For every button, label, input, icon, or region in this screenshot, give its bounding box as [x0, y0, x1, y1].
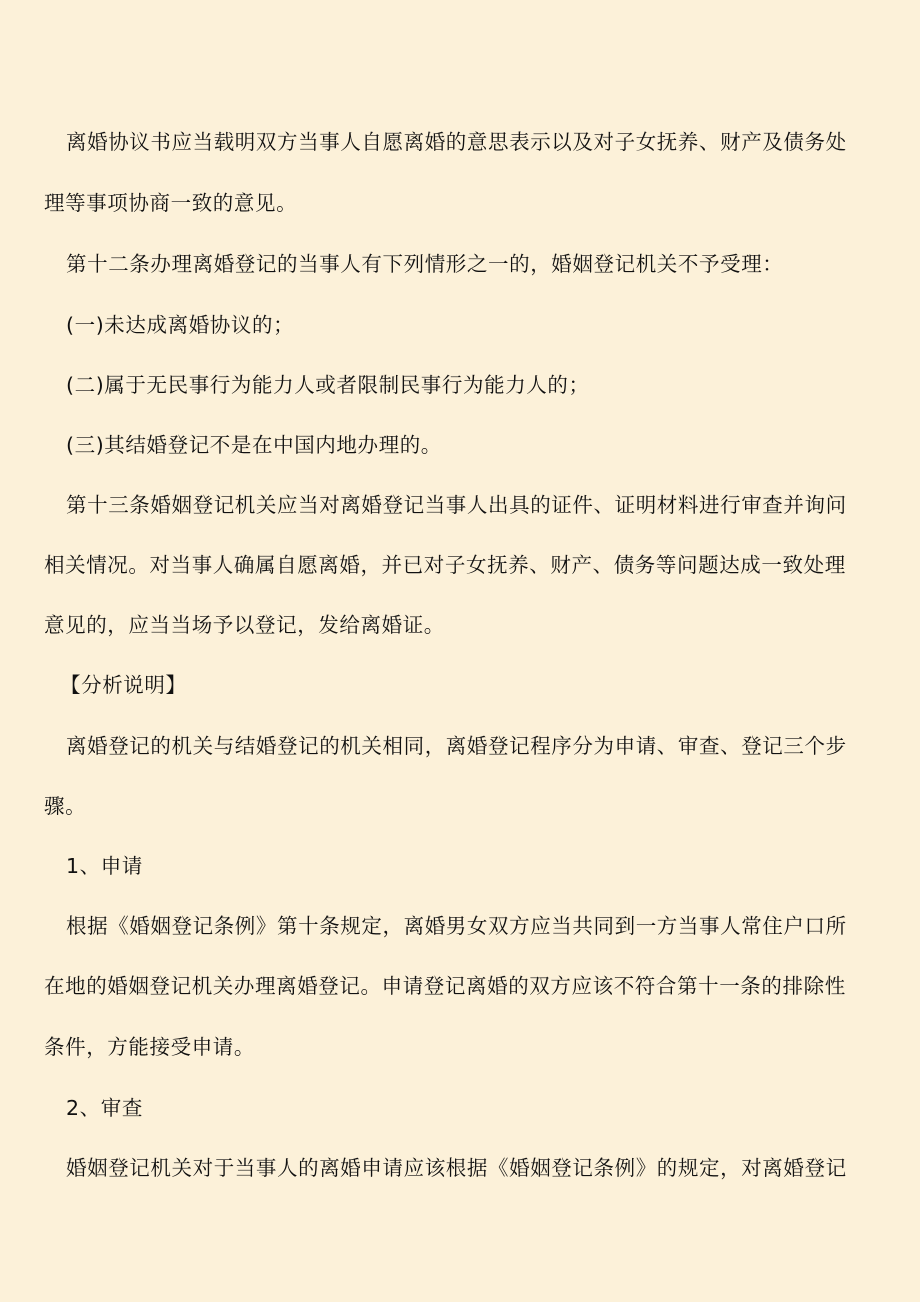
paragraph-analysis-intro-continued: 骤。	[44, 794, 87, 818]
paragraph-apply-line-2: 在地的婚姻登记机关办理离婚登记。申请登记离婚的双方应该不符合第十一条的排除性	[44, 974, 846, 998]
paragraph-analysis-intro: 离婚登记的机关与结婚登记的机关相同，离婚登记程序分为申请、审查、登记三个步	[66, 734, 847, 758]
paragraph-article-13-line-2: 相关情况。对当事人确属自愿离婚，并已对子女抚养、财产、债务等问题达成一致处理	[44, 553, 846, 577]
paragraph-article-13: 第十三条婚姻登记机关应当对离婚登记当事人出具的证件、证明材料进行审查并询问	[66, 493, 847, 517]
paragraph-article-12: 第十二条办理离婚登记的当事人有下列情形之一的，婚姻登记机关不予受理：	[66, 252, 784, 276]
list-item-article-12-3: (三)其结婚登记不是在中国内地办理的。	[66, 433, 442, 457]
step-heading-apply: 1、申请	[66, 854, 143, 878]
paragraph-review: 婚姻登记机关对于当事人的离婚申请应该根据《婚姻登记条例》的规定，对离婚登记	[66, 1156, 847, 1180]
step-heading-review: 2、审查	[66, 1096, 143, 1120]
list-item-article-12-1: (一)未达成离婚协议的；	[66, 313, 295, 337]
paragraph-article-13-line-3: 意见的，应当当场予以登记，发给离婚证。	[44, 613, 445, 637]
paragraph-agreement-content-continued: 理等事项协商一致的意见。	[44, 191, 298, 215]
paragraph-agreement-content: 离婚协议书应当载明双方当事人自愿离婚的意思表示以及对子女抚养、财产及债务处	[66, 130, 847, 154]
paragraph-apply: 根据《婚姻登记条例》第十条规定，离婚男女双方应当共同到一方当事人常住户口所	[66, 914, 847, 938]
paragraph-apply-line-3: 条件，方能接受申请。	[44, 1035, 255, 1059]
list-item-article-12-2: (二)属于无民事行为能力人或者限制民事行为能力人的；	[66, 373, 590, 397]
section-heading-analysis: 【分析说明】	[60, 673, 187, 697]
